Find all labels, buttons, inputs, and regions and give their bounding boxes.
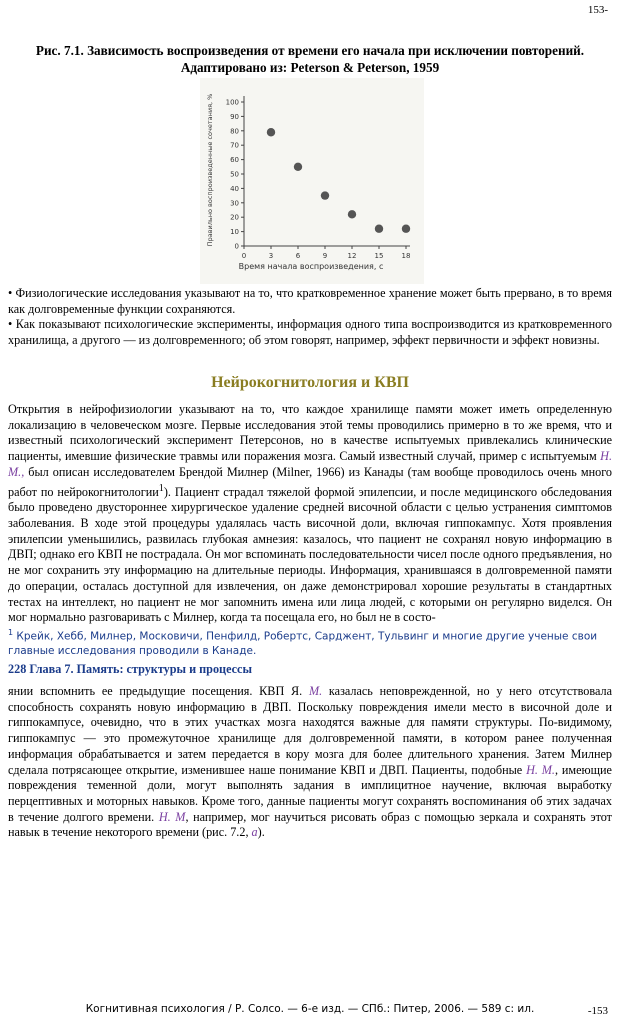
patient-name: М. bbox=[308, 684, 323, 698]
chart-y-tick-label: 10 bbox=[230, 228, 239, 237]
paragraph-text: Открытия в нейрофизиологии указывают на то, что каждое хранилище памяти может иметь определенную локализацию в человеческом мозге. Первые исследования этой темы проводились примерно в то же время, что и известный психологический эксперимент Петерсонов, но в качестве испытуемых привлекались клинические пациенты, имевшие физические травмы или поражения мозга. Самый известный случай, пример с испытуемым bbox=[8, 402, 612, 464]
chart-data-point bbox=[267, 128, 275, 136]
figure-ref: а bbox=[251, 825, 258, 840]
footnote-mark: 1 bbox=[8, 628, 14, 637]
paragraph-2 bbox=[8, 684, 612, 841]
figure-7-1 bbox=[200, 78, 424, 284]
paragraph-text: янии вспомнить ее предыдущие посещения. КВП Я. bbox=[8, 684, 309, 698]
paragraph-text: был описан исследователем Брендой Милнер (Milner, 1966) из Канады (там вообще проводилось очень много работ по нейрокогнитологии bbox=[8, 464, 612, 499]
recall-chart bbox=[200, 78, 424, 284]
bullet-item: • Физиологические исследования указывают на то, что кратковременное хранение может быть прервано, в то время как долговременные функции сохраняются. bbox=[8, 286, 612, 316]
chart-y-tick-label: 70 bbox=[230, 141, 239, 150]
chart-data-point bbox=[294, 163, 302, 171]
paragraph-text: казалась неповрежденной, но у него отсутствовала способность сохранять новую информацию в ДВП. Поскольку повреждения имели место в височной доле и гиппокампусе, очевидно, что в этих участках мозга находятся важные для памяти структуры. По-видимому, гиппокампус — это промежуточное хранилище для долговременной памяти, в котором ранее полученная информация обрабатывается и затем передается в кору мозга для более длительного хранения. Затем Милнер сделала потрясающее открытие, изменившее наше понимание КВП и ДВП. Пациенты, подобные bbox=[8, 684, 612, 777]
page-number-bottom: -153 bbox=[587, 1005, 608, 1017]
footnote-ref: 1 bbox=[158, 482, 164, 494]
chart-y-tick-label: 0 bbox=[234, 242, 239, 251]
chart-x-tick-label: 15 bbox=[374, 252, 384, 260]
figure-caption-line-1: Рис. 7.1. Зависимость воспроизведения от времени его начала при исключении повторений. bbox=[35, 43, 585, 58]
footer-citation: Когнитивная психология / Р. Солсо. — 6-е изд. — СПб.: Питер, 2006. — 589 с: ил. bbox=[85, 1003, 535, 1015]
footnote bbox=[8, 626, 612, 658]
patient-name: Н. М. bbox=[526, 762, 555, 777]
chart-x-tick-label: 9 bbox=[322, 252, 328, 260]
chart-y-tick-label: 90 bbox=[230, 112, 239, 121]
bullet-item: • Как показывают психологические эксперименты, информация одного типа воспроизводится из кратковременного хранилища, а другого — из долговременного; об этом говорят, например, эффект первичности и эффект новизны. bbox=[8, 317, 612, 348]
chart-y-axis-label: Правильно воспроизведенные сочетания, % bbox=[206, 93, 214, 247]
chart-x-tick-label: 0 bbox=[241, 252, 247, 260]
chart-data-point bbox=[321, 191, 329, 199]
chart-x-tick-label: 6 bbox=[295, 252, 301, 260]
figure-caption bbox=[8, 42, 612, 76]
chart-x-tick-label: 12 bbox=[347, 252, 357, 260]
chart-y-tick-label: 20 bbox=[230, 213, 239, 222]
paragraph-text: , имеющие повреждения теменной доли, могут выполнять задания в имплицитное научение, включая выработку перцептивных и моторных навыков. Кроме того, данные пациенты могут сохранять воспоминания об этих задачах в течение долгого времени. bbox=[8, 762, 612, 824]
chart-y-tick-label: 60 bbox=[230, 156, 239, 165]
chart-x-tick-label: 18 bbox=[401, 252, 411, 260]
chart-x-tick-label: 3 bbox=[268, 252, 274, 260]
chart-y-tick-label: 100 bbox=[225, 98, 239, 107]
section-heading: Нейрокогнитология и КВП bbox=[211, 374, 409, 391]
chart-x-axis-label: Время начала воспроизведения, с bbox=[238, 262, 384, 271]
paragraph-text: ). bbox=[257, 825, 265, 840]
page-number-top: 153- bbox=[587, 4, 608, 16]
chart-y-tick-label: 30 bbox=[230, 199, 239, 208]
figure-caption-line-2: Адаптировано из: Peterson & Peterson, 1959 bbox=[180, 60, 440, 75]
patient-name: Н. М bbox=[158, 809, 186, 824]
bullet-list bbox=[8, 286, 612, 349]
patient-name: Н. М., bbox=[8, 449, 612, 479]
chart-data-point bbox=[348, 210, 356, 218]
chart-y-tick-label: 80 bbox=[230, 127, 239, 136]
chart-data-point bbox=[402, 225, 410, 233]
paragraph-text: ). Пациент страдал тяжелой формой эпилепсии, и после медицинского обследования было проведено двустороннее хирургическое удаление средней височной области с целью устранения симптомов заболевания. В ходе этой процедуры удалялась часть височной доли, включая гиппокампус. Хотя проявления эпилепсии уменьшились, развилась глубокая амнезия: казалось, что пациент не сохранял новую информацию в ДВП; однако его КВП не пострадала. Он мог вспоминать последовательности чисел после одного предъявления, но не мог сохранить эту информацию на длительные периоды. Информация, хранившаяся в долговременной памяти до операции, осталась доступной для извлечения, он даже демонстрировал хорошие результаты в стандартных тестах на интеллект, но пациент не мог запомнить имена или лица людей, с которыми он регулярно виделся. Он мог нормально разговаривать с Милнер, когда та посещала его, но был не в состо- bbox=[8, 484, 612, 625]
chart-data-point bbox=[375, 225, 383, 233]
chart-y-tick-label: 40 bbox=[230, 184, 239, 193]
footnote-text: Крейк, Хебб, Милнер, Московичи, Пенфилд, Робертс, Сарджент, Тульвинг и многие другие ученые свои главные исследования проводили в Канаде. bbox=[8, 630, 598, 657]
chart-y-tick-label: 50 bbox=[230, 170, 239, 179]
paragraph-1 bbox=[8, 402, 612, 626]
paragraph-text: , например, мог научиться рисовать образ с помощью зеркала и сохранять этот навык в течение некоторого времени (рис. 7.2, bbox=[8, 809, 612, 840]
running-header: 228 Глава 7. Память: структуры и процессы bbox=[8, 662, 252, 676]
